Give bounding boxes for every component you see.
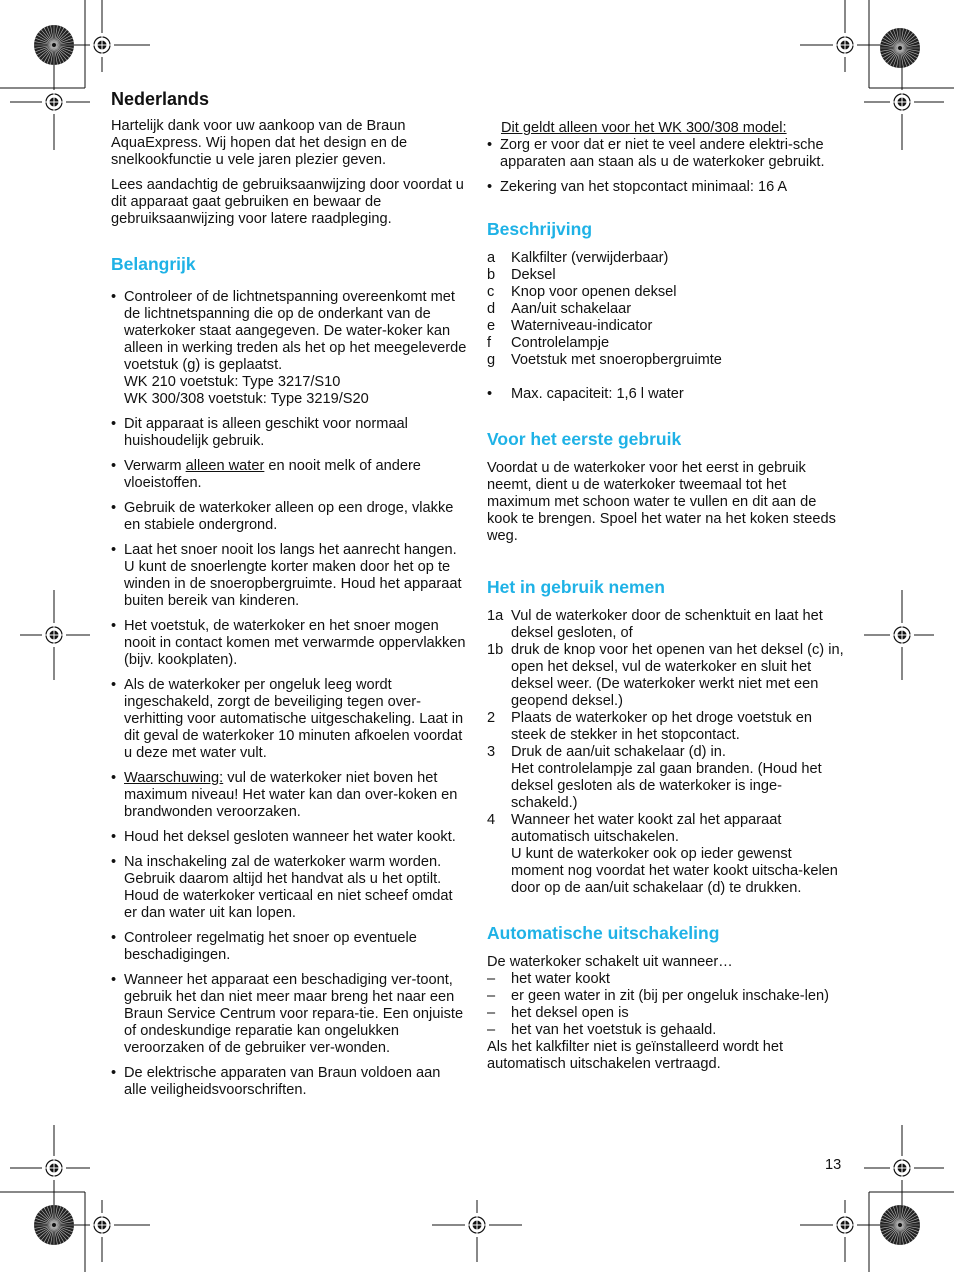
important-item bbox=[111, 854, 467, 922]
auto-off-item bbox=[487, 1005, 847, 1022]
item-key: f bbox=[487, 335, 492, 351]
important-item-text: Controleer of de lichtnetspanning overeenkomt met de lichtnetspanning die op de onderkant van de waterkoker staat aangegeven. De water-koker kan alleen in werking treden als het op het meegeleverde voetstuk (g) is geplaatst. bbox=[124, 289, 467, 373]
auto-off-closing: Als het kalkfilter niet is geïnstalleerd wordt het automatisch uitschakelen vertraagd. bbox=[487, 1039, 784, 1072]
step-body bbox=[511, 744, 847, 812]
step-body bbox=[511, 812, 847, 897]
step-item bbox=[487, 744, 847, 812]
description-item bbox=[487, 267, 847, 284]
registration-mark-icon bbox=[890, 90, 914, 114]
important-item bbox=[111, 618, 467, 669]
description-item bbox=[487, 352, 847, 369]
important-item bbox=[111, 500, 467, 534]
item-key: a bbox=[487, 250, 496, 266]
registration-mark-icon bbox=[90, 1213, 114, 1237]
auto-off-text: het van het voetstuk is gehaald. bbox=[511, 1022, 717, 1038]
important-item-text: Dit apparaat is alleen geschikt voor normaal huishoudelijk gebruik. bbox=[124, 416, 408, 449]
registration-mark-icon bbox=[465, 1213, 489, 1237]
registration-mark-icon bbox=[833, 1213, 857, 1237]
registration-mark-icon bbox=[890, 623, 914, 647]
important-item bbox=[111, 770, 467, 821]
important-item-text: Controleer regelmatig het snoer op eventuele beschadigingen. bbox=[124, 930, 417, 963]
important-list bbox=[111, 289, 467, 1099]
important-item-text: WK 300/308 voetstuk: Type 3219/S20 bbox=[124, 391, 369, 407]
dash: – bbox=[487, 1022, 496, 1038]
important-item bbox=[111, 289, 467, 408]
item-key: b bbox=[487, 267, 496, 283]
description-item bbox=[487, 318, 847, 335]
step-text: druk de knop voor het openen van het deksel (c) in, open het deksel, vul de waterkoker en sluit het deksel weer. (De waterkoker werkt niet met een geopend deksel.) bbox=[511, 642, 844, 709]
auto-off-text: er geen water in zit (bij per ongeluk inschake-len) bbox=[511, 988, 829, 1004]
registration-mark-icon bbox=[42, 623, 66, 647]
item-text: Deksel bbox=[511, 267, 556, 283]
auto-off-intro: De waterkoker schakelt uit wanneer… bbox=[487, 954, 733, 970]
step-key: 4 bbox=[487, 812, 496, 828]
description-item bbox=[487, 335, 847, 352]
item-key: d bbox=[487, 301, 496, 317]
auto-off-text: het water kookt bbox=[511, 971, 610, 987]
section-title-eerste-gebruik: Voor het eerste gebruik bbox=[487, 429, 682, 449]
starburst-target-icon bbox=[880, 1205, 920, 1245]
item-text: Aan/uit schakelaar bbox=[511, 301, 632, 317]
capacity-bullet: • bbox=[487, 386, 493, 402]
important-item bbox=[111, 930, 467, 964]
step-key: 2 bbox=[487, 710, 496, 726]
important-item-text: Na inschakeling zal de waterkoker warm worden. Gebruik daarom altijd het handvat als u het optilt. Houd de waterkoker verticaal en niet scheef omdat er dan water uit kan lopen. bbox=[124, 854, 453, 921]
auto-off-item bbox=[487, 971, 847, 988]
auto-off-text: het deksel open is bbox=[511, 1005, 629, 1021]
model-note: Dit geldt alleen voor het WK 300/308 model: bbox=[501, 120, 787, 136]
step-item bbox=[487, 608, 847, 642]
first-use-text: Voordat u de waterkoker voor het eerst in gebruik neemt, dient u de waterkoker tweemaal tot het maximum met schoon water te vullen en dit aan de kook te brengen. Spoel het water na het koken steeds weg. bbox=[487, 460, 836, 544]
model-item bbox=[487, 137, 847, 171]
important-item-text: Gebruik de waterkoker alleen op een droge, vlakke en stabiele ondergrond. bbox=[124, 500, 454, 533]
important-item-text: Houd het deksel gesloten wanneer het water kookt. bbox=[124, 829, 456, 845]
model-item bbox=[487, 179, 847, 196]
capacity-item bbox=[487, 386, 847, 403]
item-text: Kalkfilter (verwijderbaar) bbox=[511, 250, 669, 266]
registration-mark-icon bbox=[90, 33, 114, 57]
step-text: Druk de aan/uit schakelaar (d) in. bbox=[511, 744, 726, 760]
step-text: Vul de waterkoker door de schenktuit en laat het deksel gesloten, of bbox=[511, 608, 823, 641]
step-key: 1a bbox=[487, 608, 504, 624]
model-item-text: Zorg er voor dat er niet te veel andere elektri-sche apparaten aan staan als u de waterkoker gebruikt. bbox=[500, 137, 825, 170]
important-item-text: en nooit melk of andere vloeistoffen. bbox=[124, 458, 421, 491]
step-key: 1b bbox=[487, 642, 504, 658]
important-item-text: Als de waterkoker per ongeluk leeg wordt ingeschakeld, zorgt de beveiliging tegen over-verhitting voor automatische uitgeschakeling. Laat in dit geval de waterkoker 10 minuten afkoelen voordat u deze met water vult. bbox=[124, 677, 464, 761]
step-text: Plaats de waterkoker op het droge voetstuk en steek de stekker in het stopcontact. bbox=[511, 710, 812, 743]
step-text: Wanneer het water kookt zal het apparaat automatisch uitschakelen. bbox=[511, 812, 782, 845]
auto-off-list bbox=[487, 971, 847, 1039]
starburst-target-icon bbox=[34, 25, 74, 65]
important-item-text: Verwarm bbox=[124, 458, 186, 474]
steps-list bbox=[487, 608, 847, 897]
important-item bbox=[111, 972, 467, 1057]
item-key: e bbox=[487, 318, 496, 334]
item-text: Controlelampje bbox=[511, 335, 610, 351]
registration-mark-icon bbox=[890, 1156, 914, 1180]
important-item-text: Laat het snoer nooit los langs het aanrecht hangen. U kunt de snoerlengte korter maken door het op te winden in de snoeropbergruimte. Houd het apparaat buiten bereik van kinderen. bbox=[124, 542, 462, 609]
section-title-in-gebruik: Het in gebruik nemen bbox=[487, 577, 665, 597]
left-column bbox=[111, 88, 467, 1107]
capacity-text: Max. capaciteit: 1,6 l water bbox=[511, 386, 684, 402]
important-item-text: Wanneer het apparaat een beschadiging ver-toont, gebruik het dan niet meer maar breng het naar een Braun Service Centrum voor repara-tie. Een onjuiste of ondeskundige reparatie kan ongelukken veroorzaken of de gebruiker ver-wonden. bbox=[124, 972, 464, 1056]
model-item-text: Zekering van het stopcontact minimaal: 16 A bbox=[500, 179, 788, 195]
item-key: g bbox=[487, 352, 496, 368]
step-key: 3 bbox=[487, 744, 496, 760]
auto-off-item bbox=[487, 988, 847, 1005]
warning-label: Waarschuwing: bbox=[124, 770, 224, 786]
important-item bbox=[111, 677, 467, 762]
step-item bbox=[487, 812, 847, 897]
intro-paragraph: Lees aandachtig de gebruiksaanwijzing door voordat u dit apparaat gaat gebruiken en bewaar de gebruiksaanwijzing voor latere raadpleging. bbox=[111, 177, 464, 227]
important-item bbox=[111, 1065, 467, 1099]
description-item bbox=[487, 301, 847, 318]
dash: – bbox=[487, 971, 496, 987]
step-extra: Het controlelampje zal gaan branden. (Houd het deksel gesloten als de waterkoker is inge-schakeld.) bbox=[511, 761, 822, 811]
step-item bbox=[487, 642, 847, 710]
important-item-text: De elektrische apparaten van Braun voldoen aan alle veiligheidsvoorschriften. bbox=[124, 1065, 441, 1098]
important-item bbox=[111, 416, 467, 450]
item-text: Knop voor openen deksel bbox=[511, 284, 677, 300]
dash: – bbox=[487, 1005, 496, 1021]
registration-mark-icon bbox=[42, 1156, 66, 1180]
important-item-text: vul de waterkoker niet boven het maximum niveau! Het water kan dan over-koken en brandwonden veroorzaken. bbox=[124, 770, 458, 820]
important-item bbox=[111, 829, 467, 846]
dash: – bbox=[487, 988, 496, 1004]
intro-paragraph: Hartelijk dank voor uw aankoop van de Braun AquaExpress. Wij hopen dat het design en de snelkookfunctie u vele jaren plezier geven. bbox=[111, 118, 408, 168]
step-item bbox=[487, 710, 847, 744]
important-item bbox=[111, 542, 467, 610]
language-title: Nederlands bbox=[111, 89, 210, 109]
page-number: 13 bbox=[825, 1157, 842, 1173]
starburst-target-icon bbox=[880, 28, 920, 68]
section-title-beschrijving: Beschrijving bbox=[487, 219, 593, 239]
important-item-text: WK 210 voetstuk: Type 3217/S10 bbox=[124, 374, 341, 390]
registration-mark-icon bbox=[42, 90, 66, 114]
section-title-belangrijk: Belangrijk bbox=[111, 254, 196, 274]
starburst-target-icon bbox=[34, 1205, 74, 1245]
step-extra: U kunt de waterkoker ook op ieder gewenst moment nog voordat het water kookt uitscha-kelen door op de aan/uit schakelaar (d) te drukken. bbox=[511, 846, 838, 896]
description-item bbox=[487, 250, 847, 267]
section-title-uitschakeling: Automatische uitschakeling bbox=[487, 923, 720, 943]
model-list bbox=[487, 137, 847, 196]
registration-mark-icon bbox=[833, 33, 857, 57]
underlined-text: alleen water bbox=[185, 458, 265, 474]
description-item bbox=[487, 284, 847, 301]
item-text: Voetstuk met snoeropbergruimte bbox=[511, 352, 722, 368]
item-key: c bbox=[487, 284, 495, 300]
important-item bbox=[111, 458, 467, 492]
item-text: Waterniveau-indicator bbox=[511, 318, 653, 334]
important-item-text: Het voetstuk, de waterkoker en het snoer mogen nooit in contact komen met verwarmde oppervlakken (bijv. kookplaten). bbox=[124, 618, 466, 668]
auto-off-item bbox=[487, 1022, 847, 1039]
right-column bbox=[487, 120, 847, 1073]
description-list bbox=[487, 250, 847, 369]
